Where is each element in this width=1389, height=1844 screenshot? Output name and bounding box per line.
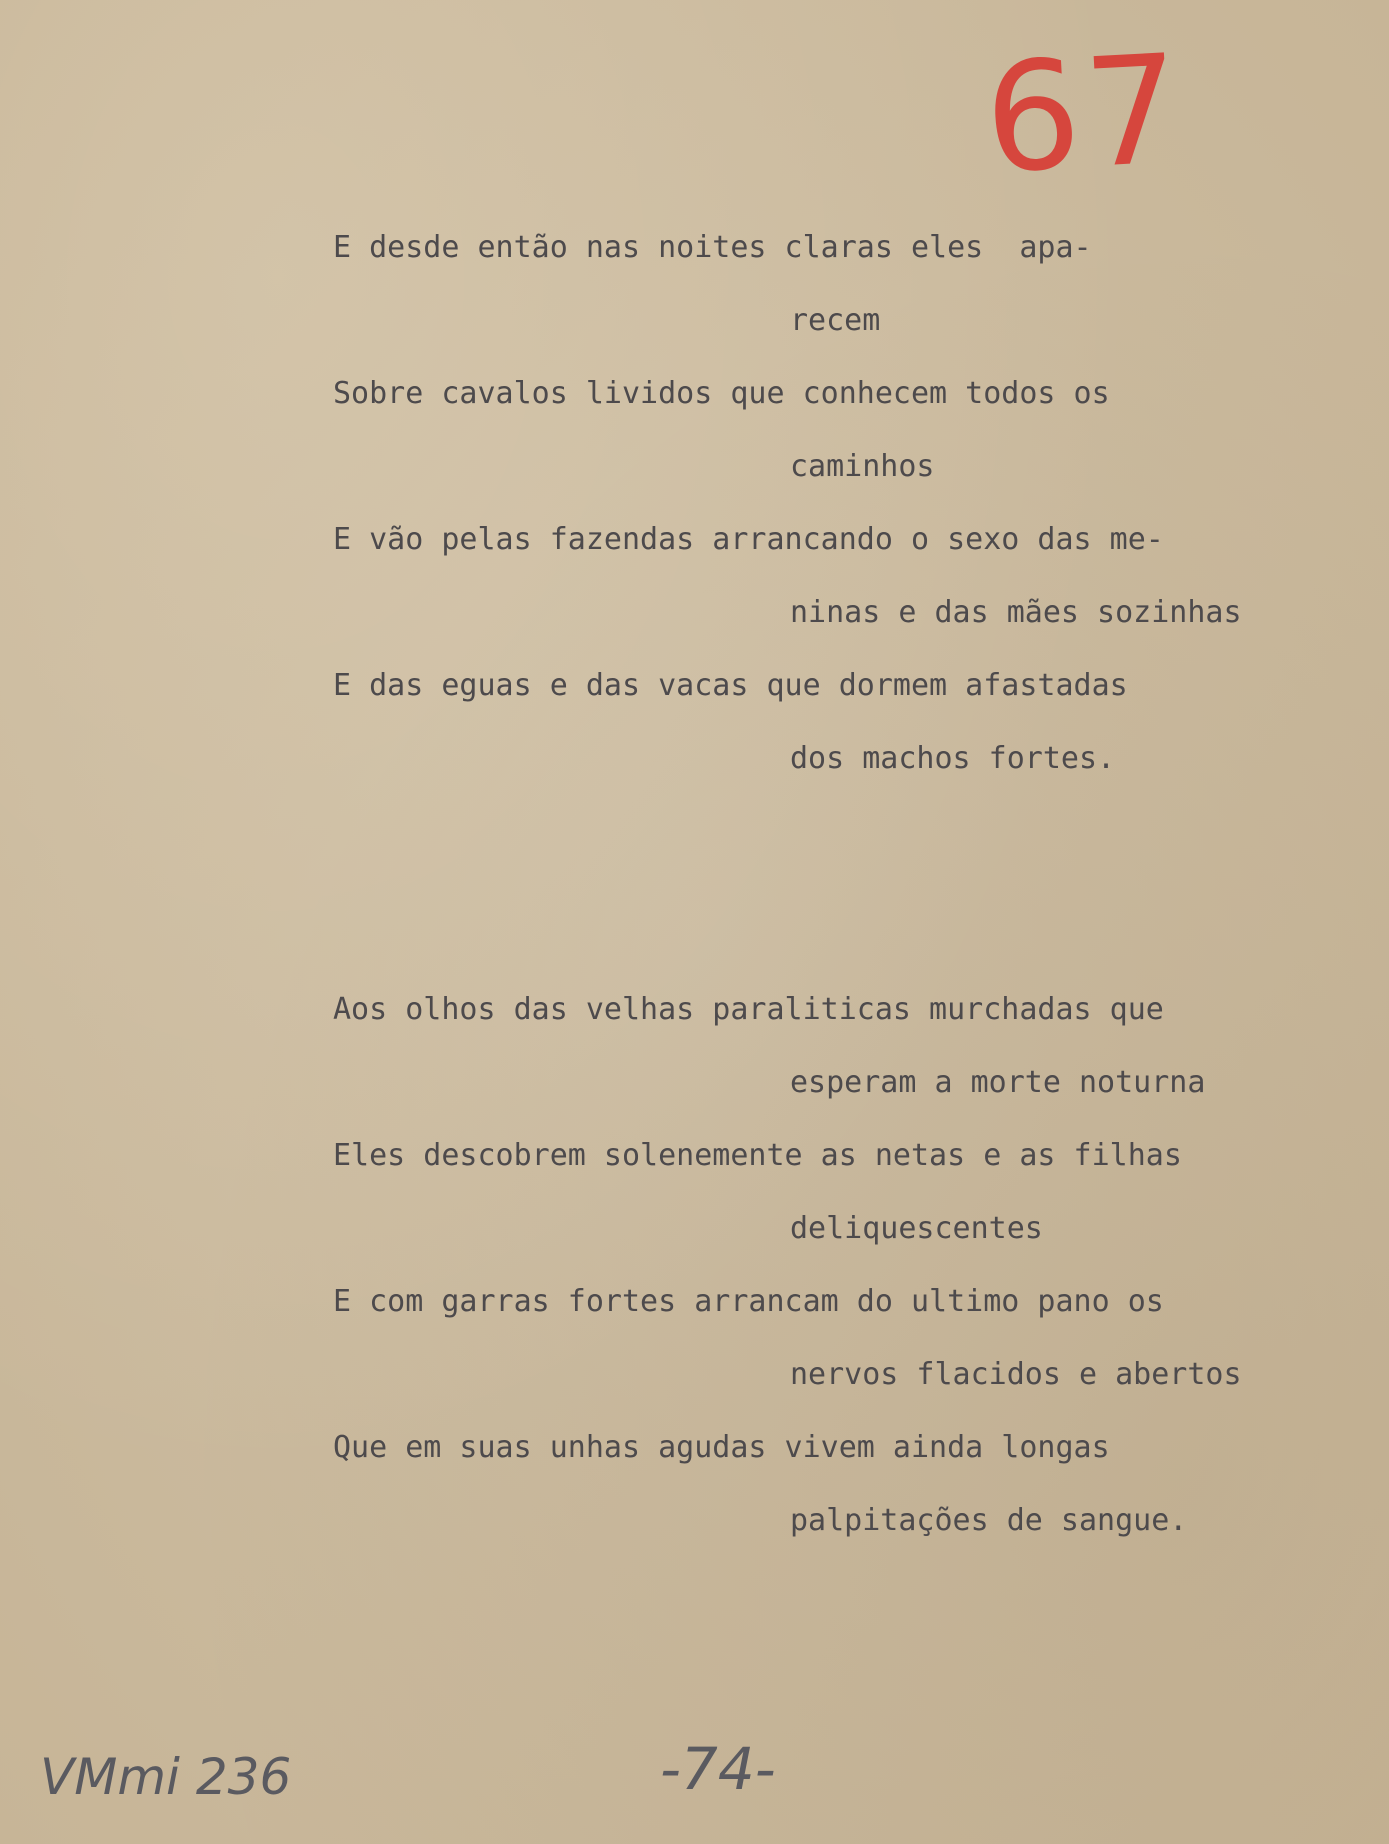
poem-line: recem [790, 303, 881, 338]
poem-line: E com garras fortes arrancam do ultimo pano os [333, 1284, 1164, 1319]
poem-line: esperam a morte noturna [790, 1065, 1206, 1100]
poem-line: E vão pelas fazendas arrancando o sexo das me- [333, 522, 1164, 557]
poem-line: caminhos [790, 449, 935, 484]
poem-line: nervos flacidos e abertos [790, 1357, 1242, 1392]
poem-line: dos machos fortes. [790, 741, 1116, 776]
poem-line: Aos olhos das velhas paraliticas murchadas que [333, 992, 1164, 1027]
folio-number: 67 [980, 22, 1189, 208]
poem-line: Eles descobrem solenemente as netas e as filhas [333, 1138, 1182, 1173]
poem-line: ninas e das mães sozinhas [790, 595, 1242, 630]
poem-line: palpitações de sangue. [790, 1503, 1188, 1538]
archive-code: VMmi 236 [40, 1748, 292, 1806]
poem-line: E desde então nas noites claras eles apa- [333, 230, 1092, 265]
page-number: -74- [660, 1735, 776, 1803]
poem-line: E das eguas e das vacas que dormem afastadas [333, 668, 1128, 703]
poem-line: Sobre cavalos lividos que conhecem todos os [333, 376, 1110, 411]
poem-line: deliquescentes [790, 1211, 1043, 1246]
poem-line: Que em suas unhas agudas vivem ainda longas [333, 1430, 1110, 1465]
